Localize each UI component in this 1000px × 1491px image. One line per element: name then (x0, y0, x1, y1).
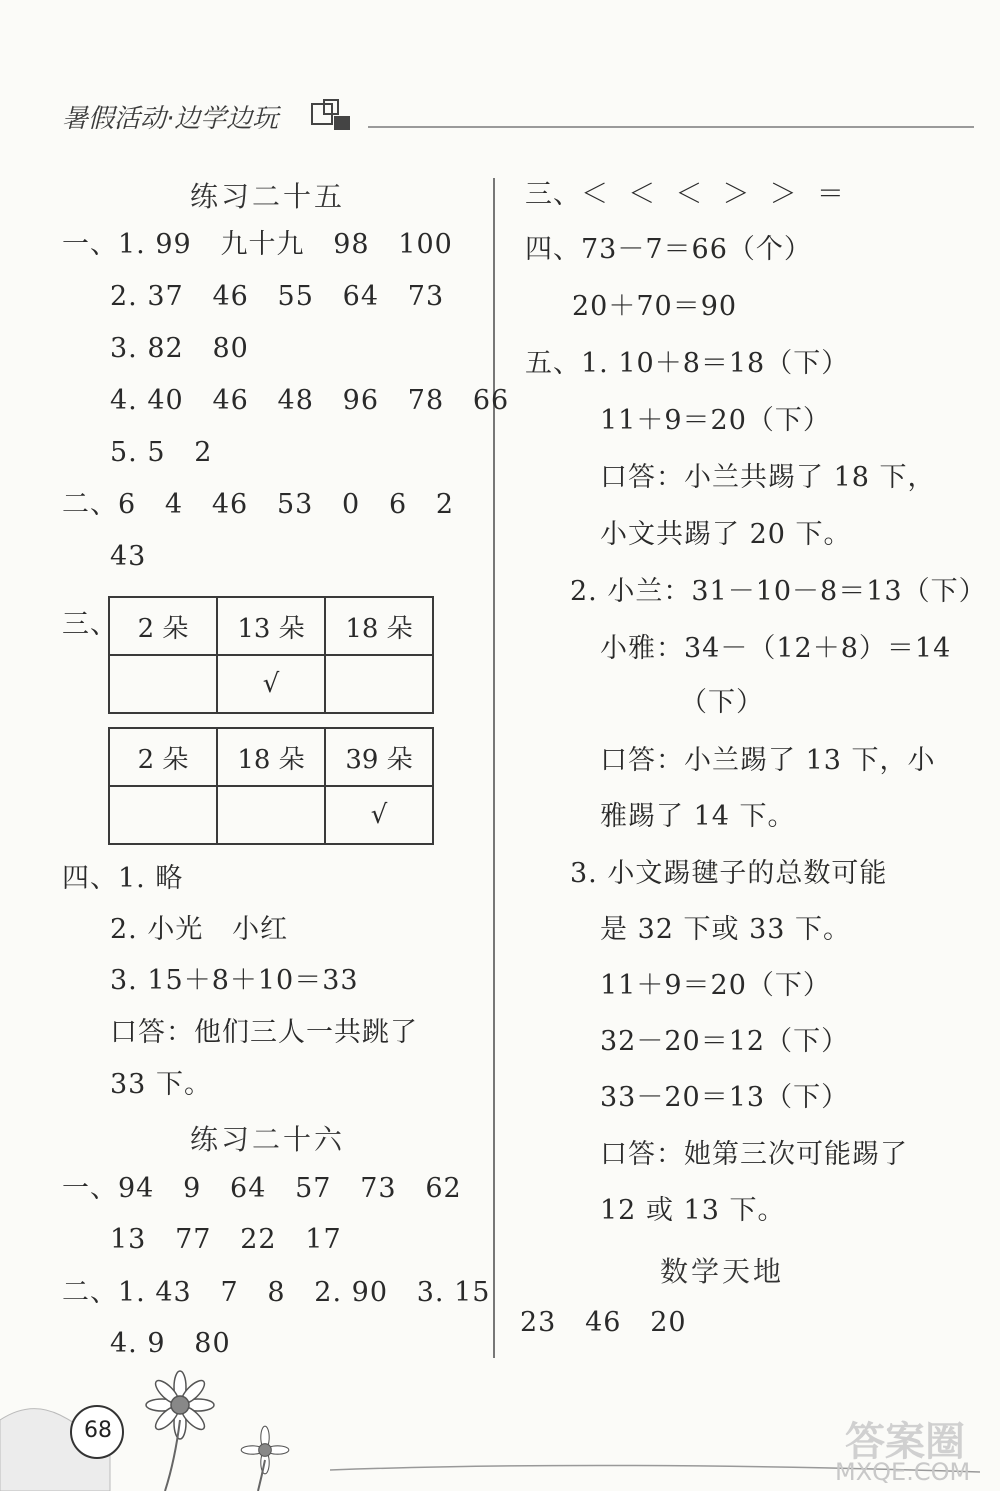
answer-line: 雅踢了 14 下。 (600, 801, 796, 832)
answer-line: 一、94 9 64 57 73 62 (62, 1173, 462, 1204)
section-3-label: 三、 (62, 609, 118, 640)
answer-line: 11＋9＝20（下） (600, 970, 831, 1001)
table-mark-cell (109, 655, 217, 713)
answer-line: 2. 小兰：31－10－8＝13（下） (570, 576, 987, 607)
answer-line: 33－20＝13（下） (600, 1082, 850, 1113)
answer-line: 11＋9＝20（下） (600, 405, 831, 436)
answer-line: 20＋70＝90 (572, 291, 738, 322)
table-mark-cell (109, 786, 217, 844)
table-header-cell: 2 朵 (109, 597, 217, 655)
answer-line: （下） (680, 687, 764, 718)
header-squares-icon (310, 98, 352, 134)
answer-line: 13 77 22 17 (110, 1224, 342, 1255)
answer-line: 四、73－7＝66（个） (525, 234, 812, 265)
watermark-logo: 答案圈 (845, 1419, 965, 1465)
answer-line: 12 或 13 下。 (600, 1195, 786, 1226)
answer-line: 5. 5 2 (110, 437, 213, 468)
header-rule (368, 126, 974, 128)
column-divider (493, 178, 495, 1358)
table-header-cell: 2 朵 (109, 728, 217, 786)
answer-line: 二、6 4 46 53 0 6 2 (62, 489, 455, 520)
answer-line: 3. 82 80 (110, 333, 249, 364)
table-mark-cell (325, 655, 433, 713)
answer-line: 二、1. 43 7 8 2. 90 3. 15 (62, 1277, 491, 1308)
exercise-26-title: 练习二十六 (190, 1123, 346, 1156)
answer-line: 口答：小兰踢了 13 下，小 (600, 745, 936, 776)
table-header-cell: 18 朵 (217, 728, 325, 786)
answer-line: 是 32 下或 33 下。 (600, 914, 852, 945)
answer-line: 4. 40 46 48 96 78 66 (110, 385, 510, 416)
answer-line: 4. 9 80 (110, 1328, 231, 1359)
answer-line: 小文共踢了 20 下。 (600, 519, 852, 550)
table-header-cell: 13 朵 (217, 597, 325, 655)
answer-line: 2. 37 46 55 64 73 (110, 281, 445, 312)
page-number: 68 (84, 1418, 112, 1443)
exercise-25-title: 练习二十五 (190, 180, 346, 213)
table-header-cell: 39 朵 (325, 728, 433, 786)
answer-line: 口答：他们三人一共跳了 (110, 1017, 418, 1048)
header-title: 暑假活动·边学边玩 (62, 104, 279, 134)
answer-line: 2. 小光 小红 (110, 914, 289, 945)
answer-line: 23 46 20 (520, 1307, 687, 1338)
answer-table-1 (108, 596, 434, 714)
answer-line: 一、1. 99 九十九 98 100 (62, 229, 453, 260)
answer-line: 四、1. 略 (62, 863, 184, 894)
answer-line: 三、＜ ＜ ＜ ＞ ＞ ＝ (525, 179, 845, 210)
answer-line: 口答：她第三次可能踢了 (600, 1139, 908, 1170)
answer-line: 口答：小兰共踢了 18 下， (600, 462, 936, 493)
answer-line: 五、1. 10＋8＝18（下） (525, 348, 850, 379)
table-header-cell: 18 朵 (325, 597, 433, 655)
answer-line: 小雅：34－（12＋8）＝14 (600, 633, 952, 664)
answer-line: 3. 15＋8＋10＝33 (110, 965, 359, 996)
answer-line: 3. 小文踢毽子的总数可能 (570, 858, 888, 889)
watermark-url: MXQE.COM (835, 1458, 971, 1486)
answer-table-2 (108, 727, 434, 845)
table-mark-cell (217, 786, 325, 844)
table-mark-cell: √ (217, 655, 325, 713)
answer-line: 43 (110, 541, 147, 572)
math-world-title: 数学天地 (660, 1255, 785, 1288)
answer-line: 32－20＝12（下） (600, 1026, 850, 1057)
table-mark-cell: √ (325, 786, 433, 844)
answer-line: 33 下。 (110, 1069, 212, 1100)
